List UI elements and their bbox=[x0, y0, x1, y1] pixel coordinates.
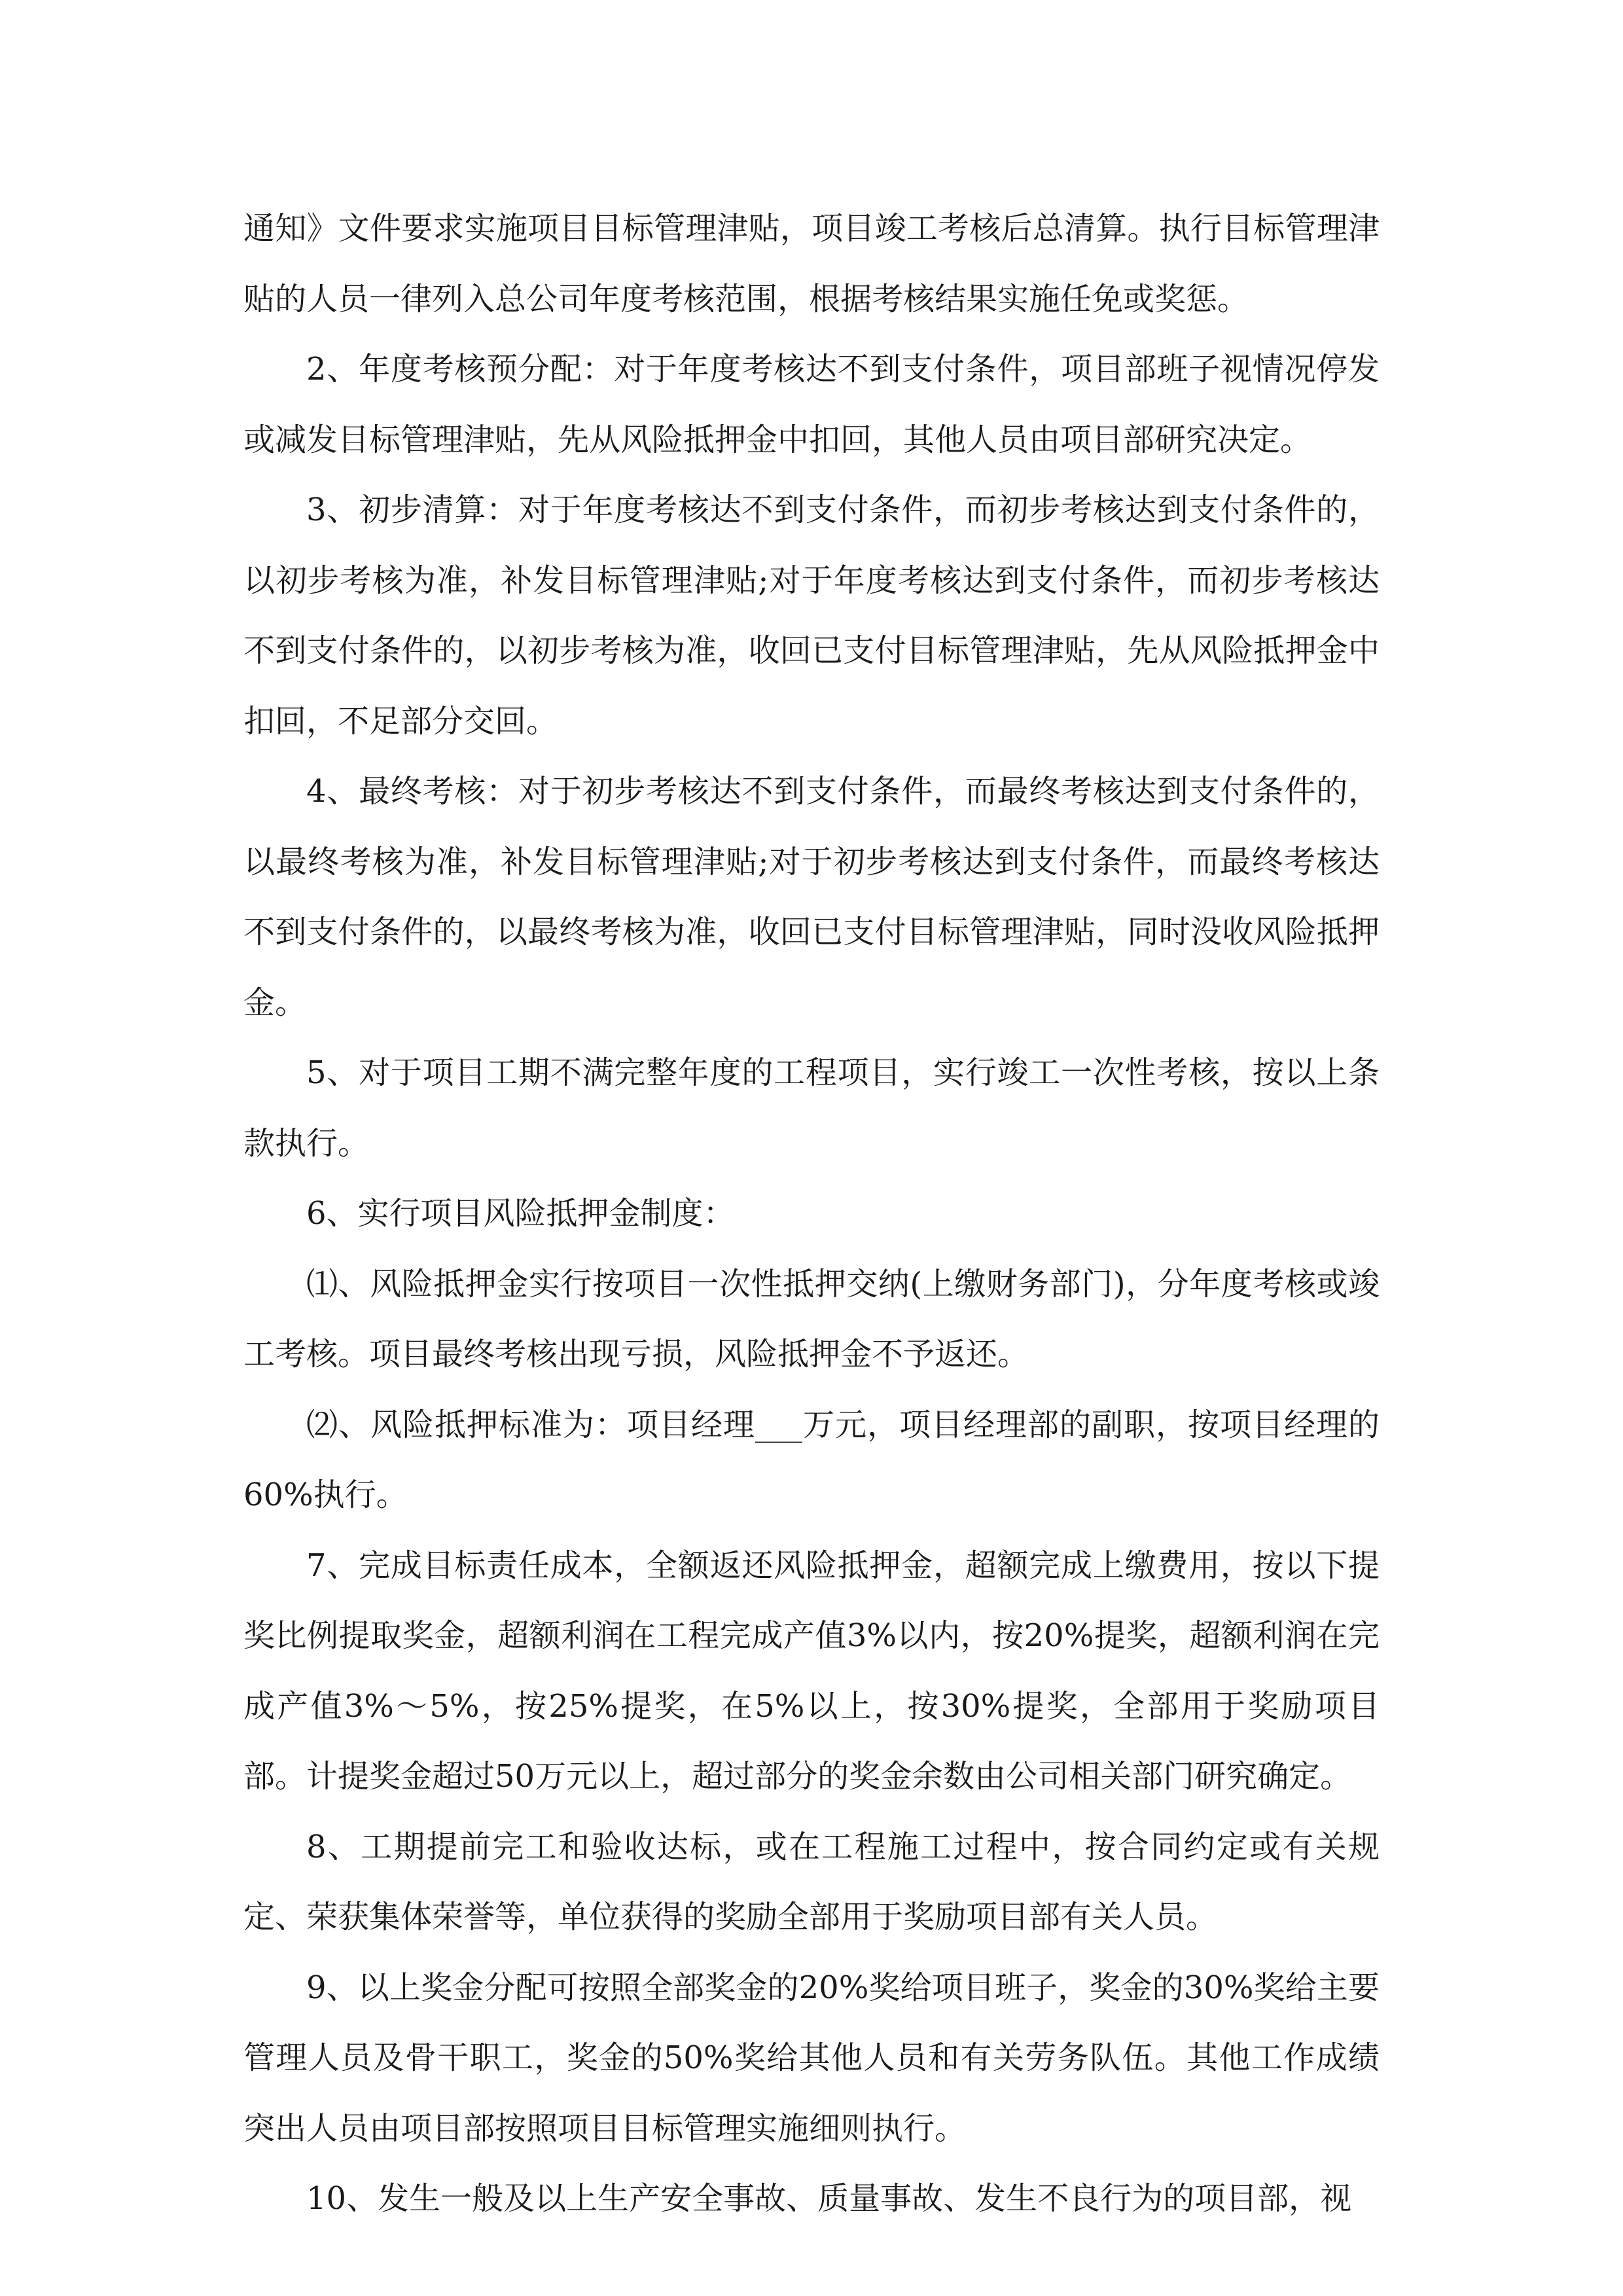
paragraph-item-3: 3、初步清算：对于年度考核达不到支付条件，而初步考核达到支付条件的，以初步考核为准，补发目标管理津贴;对于年度考核达到支付条件，而初步考核达不到支付条件的，以初步考核为准，收回已支付目标管理津贴，先从风险抵押金中扣回，不足部分交回。 bbox=[243, 492, 1380, 740]
paragraph-continuation: 通知》文件要求实施项目目标管理津贴，项目竣工考核后总清算。执行目标管理津贴的人员一律列入总公司年度考核范围，根据考核结果实施任免或奖惩。 bbox=[243, 210, 1380, 317]
paragraph-item-5: 5、对于项目工期不满完整年度的工程项目，实行竣工一次性考核，按以上条款执行。 bbox=[243, 1054, 1380, 1162]
paragraph-item-2: 2、年度考核预分配：对于年度考核达不到支付条件，项目部班子视情况停发或减发目标管理津贴，先从风险抵押金中扣回，其他人员由项目部研究决定。 bbox=[243, 351, 1380, 458]
paragraph-item-4: 4、最终考核：对于初步考核达不到支付条件，而最终考核达到支付条件的，以最终考核为准，补发目标管理津贴;对于初步考核达到支付条件，而最终考核达不到支付条件的，以最终考核为准，收回已支付目标管理津贴，同时没收风险抵押金。 bbox=[243, 773, 1380, 1021]
paragraph-item-7: 7、完成目标责任成本，全额返还风险抵押金，超额完成上缴费用，按以下提奖比例提取奖金，超额利润在工程完成产值3%以内，按20%提奖，超额利润在完成产值3%～5%，按25%提奖，在5%以上，按30%提奖，全部用于奖励项目部。计提奖金超过50万元以上，超过部分的奖金余数由公司相关部门研究确定。 bbox=[243, 1547, 1380, 1795]
document-body bbox=[243, 194, 1380, 2234]
paragraph-item-6-1: ⑴、风险抵押金实行按项目一次性抵押交纳(上缴财务部门)，分年度考核或竣工考核。项目最终考核出现亏损，风险抵押金不予返还。 bbox=[243, 1265, 1380, 1372]
paragraph-item-10: 10、发生一般及以上生产安全事故、质量事故、发生不良行为的项目部，视 bbox=[306, 2180, 1352, 2217]
paragraph-item-6-2: ⑵、风险抵押标准为：项目经理___万元，项目经理部的副职，按项目经理的60%执行。 bbox=[243, 1406, 1380, 1513]
paragraph-item-6: 6、实行项目风险抵押金制度： bbox=[306, 1195, 735, 1232]
paragraph-item-8: 8、工期提前完工和验收达标，或在工程施工过程中，按合同约定或有关规定、荣获集体荣誉等，单位获得的奖励全部用于奖励项目部有关人员。 bbox=[243, 1828, 1380, 1935]
paragraph-item-9: 9、以上奖金分配可按照全部奖金的20%奖给项目班子，奖金的30%奖给主要管理人员及骨干职工，奖金的50%奖给其他人员和有关劳务队伍。其他工作成绩突出人员由项目部按照项目目标管理实施细则执行。 bbox=[243, 1969, 1380, 2147]
